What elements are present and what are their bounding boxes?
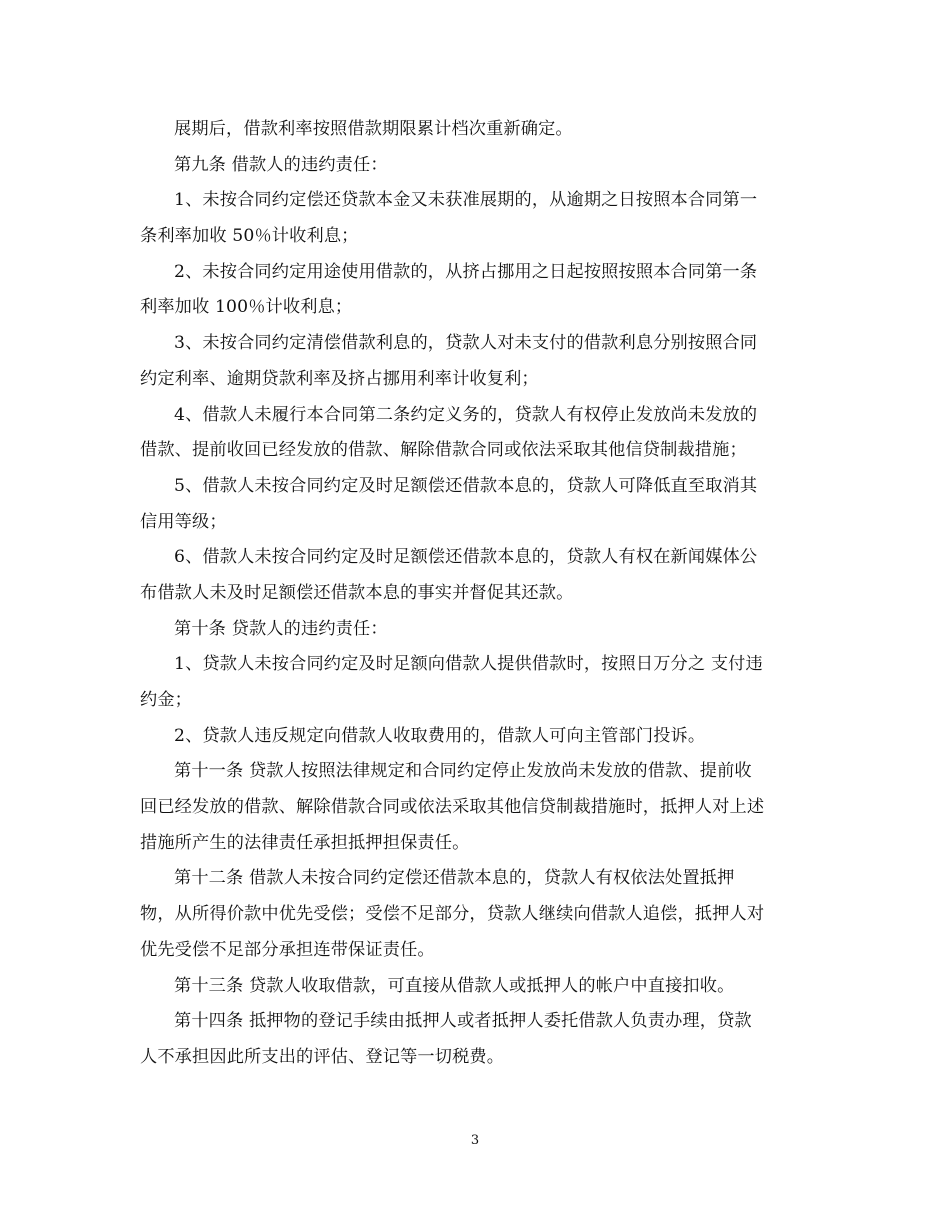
text-line: 3、未按合同约定清偿借款利息的，贷款人对未支付的借款利息分别按照合同 [174, 333, 758, 354]
text-line: 优先受偿不足部分承担连带保证责任。 [140, 939, 435, 960]
text-line: 人不承担因此所支出的评估、登记等一切税费。 [140, 1046, 505, 1067]
text-line: 展期后，借款利率按照借款期限累计档次重新确定。 [174, 119, 573, 139]
text-line: 2、未按合同约定用途使用借款的，从挤占挪用之日起按照按照本合同第一条 [174, 261, 758, 282]
text-line: 6、借款人未按合同约定及时足额偿还借款本息的，贷款人有权在新闻媒体公 [174, 547, 758, 568]
text-line: 物，从所得价款中优先受偿；受偿不足部分，贷款人继续向借款人追偿，抵押人对 [140, 904, 765, 925]
section-heading-article-9: 第九条 借款人的违约责任： [174, 154, 388, 175]
article-13-text: 第十三条 贷款人收取借款，可直接从借款人或抵押人的帐户中直接扣收。 [174, 975, 735, 996]
text-line: 5、借款人未按合同约定及时足额偿还借款本息的，贷款人可降低直至取消其 [174, 475, 758, 496]
section-heading-article-10: 第十条 贷款人的违约责任： [174, 618, 388, 639]
article-12-text: 第十二条 借款人未按合同约定偿还借款本息的，贷款人有权依法处置抵押 [174, 868, 735, 889]
text-line: 1、未按合同约定偿还贷款本金又未获准展期的，从逾期之日按照本合同第一 [174, 190, 758, 211]
text-line: 条利率加收 50％计收利息； [140, 226, 359, 247]
page-number: 3 [470, 1133, 480, 1148]
text-line: 4、借款人未履行本合同第二条约定义务的，贷款人有权停止发放尚未发放的 [174, 404, 758, 425]
text-line: 1、贷款人未按合同约定及时足额向借款人提供借款时，按照日万分之 支付违 [174, 654, 763, 675]
text-line: 利率加收 100％计收利息； [140, 297, 353, 318]
text-line: 信用等级； [140, 511, 227, 532]
text-line: 措施所产生的法律责任承担抵押担保责任。 [140, 832, 470, 853]
text-line: 借款、提前收回已经发放的借款、解除借款合同或依法采取其他信贷制裁措施； [140, 440, 747, 461]
text-line: 布借款人未及时足额偿还借款本息的事实并督促其还款。 [140, 582, 574, 603]
text-line: 约定利率、逾期贷款利率及挤占挪用利率计收复利； [140, 368, 539, 389]
text-line: 约金； [140, 690, 193, 710]
text-line: 2、贷款人违反规定向借款人收取费用的，借款人可向主管部门投诉。 [174, 725, 706, 746]
article-14-text: 第十四条 抵押物的登记手续由抵押人或者抵押人委托借款人负责办理，贷款 [174, 1011, 752, 1032]
contract-body-text [140, 112, 812, 1076]
article-11-text: 第十一条 贷款人按照法律规定和合同约定停止发放尚未发放的借款、提前收 [174, 761, 752, 782]
text-line: 回已经发放的借款、解除借款合同或依法采取其他信贷制裁措施时，抵押人对上述 [140, 797, 765, 818]
